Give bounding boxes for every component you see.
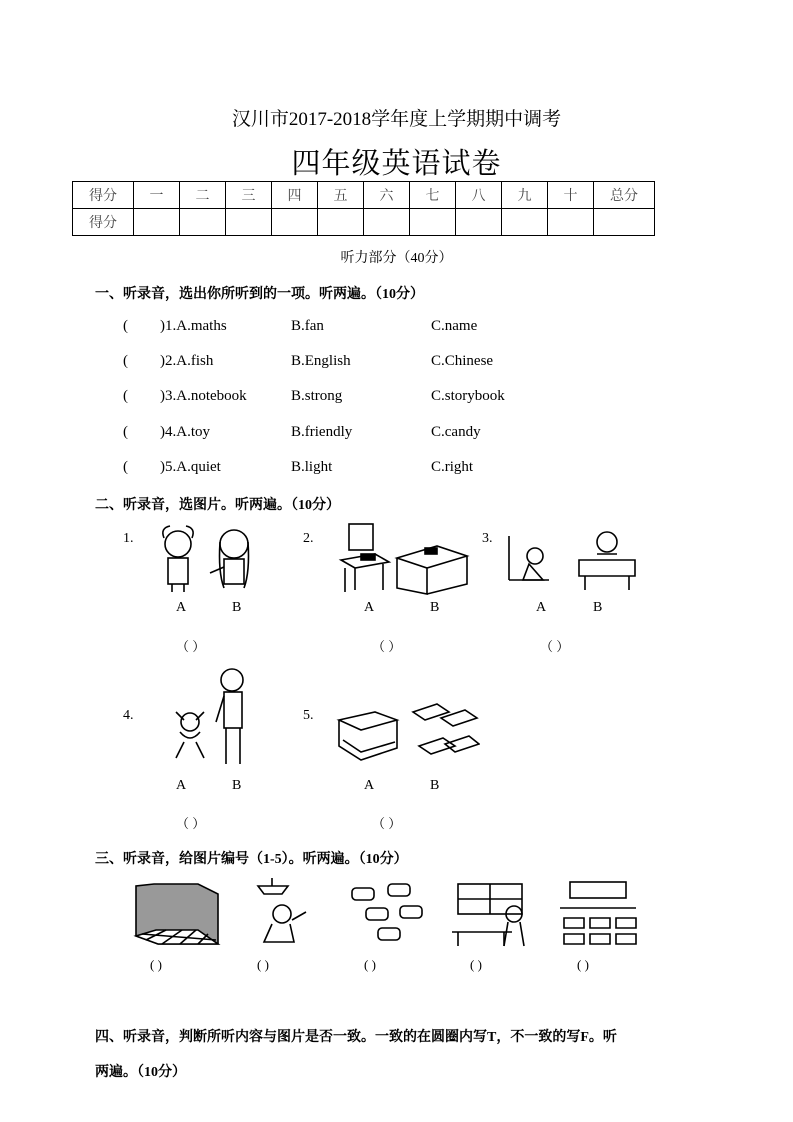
- answer-bracket[interactable]: (: [123, 353, 128, 369]
- books-picture: [335, 700, 480, 770]
- choice-label-a: A: [176, 600, 187, 615]
- score-input-cell[interactable]: [318, 209, 364, 236]
- section1-title: 一、听录音，选出你所听到的一项。听两遍。（10分）: [95, 287, 424, 302]
- choice-label-b: B: [593, 600, 603, 615]
- question-number: 4.: [123, 708, 134, 723]
- score-table-header-row: [73, 182, 655, 209]
- score-input-cell[interactable]: [226, 209, 272, 236]
- answer-paren[interactable]: （ ）: [176, 816, 206, 831]
- score-input-cell[interactable]: [134, 209, 180, 236]
- score-cell: 五: [318, 182, 364, 209]
- option-a: )2.A.fish: [160, 353, 214, 369]
- score-cell: 得分: [73, 182, 134, 209]
- score-input-cell[interactable]: [502, 209, 548, 236]
- question-number: 2.: [303, 531, 314, 546]
- answer-paren[interactable]: （ ）: [372, 639, 402, 654]
- score-input-cell[interactable]: [410, 209, 456, 236]
- exam-header-title: 汉川市2017-2018学年度上学期期中调考: [231, 109, 562, 130]
- score-cell: 一: [134, 182, 180, 209]
- score-cell: 二: [180, 182, 226, 209]
- answer-paren[interactable]: ( ): [150, 957, 162, 972]
- score-cell: 七: [410, 182, 456, 209]
- answer-paren[interactable]: （ ）: [372, 816, 402, 831]
- answer-paren[interactable]: （ ）: [176, 639, 206, 654]
- question-number: 5.: [303, 708, 314, 723]
- option-c: C.candy: [431, 424, 481, 440]
- option-a: )1.A.maths: [160, 318, 227, 334]
- score-input-cell[interactable]: [548, 209, 594, 236]
- answer-bracket[interactable]: (: [123, 424, 128, 440]
- answer-paren[interactable]: ( ): [257, 957, 269, 972]
- score-cell: 九: [502, 182, 548, 209]
- score-cell: 十: [548, 182, 594, 209]
- candies-picture: [342, 880, 432, 944]
- boy-with-light-picture: [242, 876, 314, 946]
- score-table-value-row: [73, 209, 655, 236]
- option-c: C.name: [431, 318, 478, 334]
- question-number: 3.: [482, 531, 493, 546]
- choice-label-b: B: [232, 778, 242, 793]
- option-c: C.Chinese: [431, 353, 494, 369]
- listening-part-title: 听力部分（40分）: [340, 251, 453, 266]
- desk-and-table-picture: [335, 520, 475, 596]
- score-table: [72, 181, 655, 236]
- choice-label-a: A: [364, 778, 375, 793]
- classroom-picture: [556, 878, 640, 948]
- answer-paren[interactable]: （ ）: [540, 639, 570, 654]
- option-a: )3.A.notebook: [160, 388, 247, 404]
- choice-label-b: B: [232, 600, 242, 615]
- answer-paren[interactable]: ( ): [364, 957, 376, 972]
- option-a: )4.A.toy: [160, 424, 210, 440]
- two-girls-picture: [150, 522, 270, 594]
- score-input-cell[interactable]: [594, 209, 655, 236]
- baby-and-man-picture: [168, 664, 258, 774]
- section3-title: 三、听录音，给图片编号（1-5）。听两遍。（10分）: [95, 852, 408, 867]
- option-c: C.right: [431, 459, 474, 475]
- choice-label-b: B: [430, 778, 440, 793]
- question-number: 1.: [123, 531, 134, 546]
- choice-label-b: B: [430, 600, 440, 615]
- option-b: B.light: [291, 459, 333, 475]
- option-b: B.friendly: [291, 424, 353, 440]
- score-cell: 总分: [594, 182, 655, 209]
- score-cell: 得分: [73, 209, 134, 236]
- score-cell: 六: [364, 182, 410, 209]
- score-cell: 三: [226, 182, 272, 209]
- option-c: C.storybook: [431, 388, 505, 404]
- option-b: B.strong: [291, 388, 343, 404]
- choice-label-a: A: [364, 600, 375, 615]
- window-room-picture: [448, 880, 532, 948]
- answer-paren[interactable]: ( ): [470, 957, 482, 972]
- students-at-desk-picture: [505, 522, 645, 594]
- section4-title-line2: 两遍。（10分）: [95, 1065, 186, 1080]
- room-floor-picture: [132, 878, 222, 946]
- score-input-cell[interactable]: [272, 209, 318, 236]
- choice-label-a: A: [536, 600, 547, 615]
- score-cell: 四: [272, 182, 318, 209]
- score-cell: 八: [456, 182, 502, 209]
- answer-bracket[interactable]: (: [123, 459, 128, 475]
- option-b: B.fan: [291, 318, 324, 334]
- score-input-cell[interactable]: [180, 209, 226, 236]
- choice-label-a: A: [176, 778, 187, 793]
- score-input-cell[interactable]: [456, 209, 502, 236]
- section4-title-line1: 四、听录音，判断所听内容与图片是否一致。一致的在圆圈内写T，不一致的写F。听: [95, 1030, 617, 1045]
- section2-title: 二、听录音，选图片。听两遍。（10分）: [95, 498, 340, 513]
- option-a: )5.A.quiet: [160, 459, 221, 475]
- option-b: B.English: [291, 353, 351, 369]
- exam-subtitle: 四年级英语试卷: [291, 148, 502, 180]
- answer-bracket[interactable]: (: [123, 388, 128, 404]
- answer-paren[interactable]: ( ): [577, 957, 589, 972]
- answer-bracket[interactable]: (: [123, 318, 128, 334]
- score-input-cell[interactable]: [364, 209, 410, 236]
